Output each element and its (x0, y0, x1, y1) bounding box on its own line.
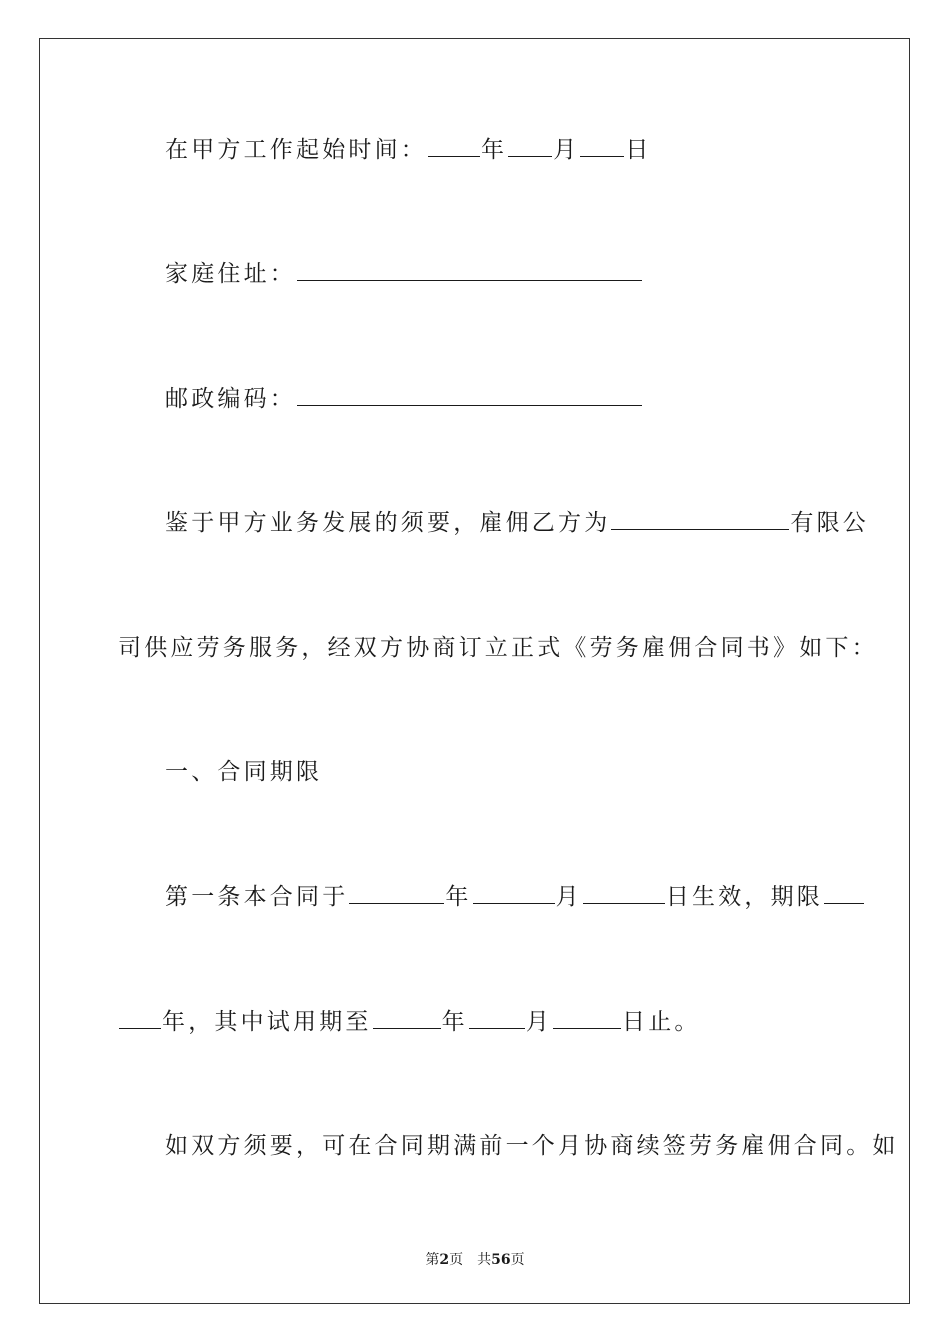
home-address-blank (297, 279, 642, 281)
effective-year-blank (349, 902, 444, 904)
para2-line1-text: 如双方须要，可在合同期满前一个月协商续签劳务雇佣合同。如 (165, 1133, 899, 1159)
term-blank-part2 (119, 1027, 161, 1029)
footer-total-pages: 56 (491, 1252, 511, 1268)
para1-line1-suffix: 有限公 (790, 510, 870, 536)
probation-day-blank (553, 1027, 621, 1029)
home-address-label: 家庭住址： (165, 261, 296, 287)
page-footer (0, 1249, 950, 1269)
postal-code-label: 邮政编码： (165, 386, 296, 412)
probation-year-blank (373, 1027, 441, 1029)
term-blank-part1 (824, 902, 864, 904)
home-address-line (165, 263, 643, 286)
clause1-prefix: 第一条本合同于 (165, 884, 349, 910)
postal-code-line (165, 388, 643, 411)
section1-heading-text: 一、合同期限 (165, 759, 323, 785)
para1-line1 (165, 512, 869, 535)
effective-month-blank (473, 902, 555, 904)
start-date-line (165, 139, 652, 162)
footer-page-mid: 页 共 (449, 1252, 492, 1268)
start-month-label: 月 (553, 137, 580, 163)
start-date-label: 在甲方工作起始时间： (165, 137, 427, 163)
start-year-label: 年 (481, 137, 508, 163)
start-day-label: 日 (625, 137, 652, 163)
probation-month-blank (469, 1027, 525, 1029)
clause1-line2-year2: 年 (441, 1009, 468, 1035)
para1-line2-text: 司供应劳务服务，经双方协商订立正式《劳务雇佣合同书》如下： (118, 635, 878, 661)
para1-line2 (118, 637, 878, 660)
clause1-line2-year: 年，其中试用期至 (162, 1009, 372, 1035)
footer-page-suffix: 页 (510, 1252, 525, 1268)
clause1-line2-month: 月 (525, 1009, 553, 1035)
para2-line1 (165, 1135, 899, 1158)
footer-page-number: 2 (439, 1252, 450, 1268)
company-name-blank (611, 528, 789, 530)
section1-heading (165, 761, 322, 784)
page-border (39, 38, 910, 1304)
clause1-line2 (118, 1011, 701, 1034)
clause1-year: 年 (445, 884, 472, 910)
start-year-blank (428, 155, 480, 157)
postal-code-blank (297, 404, 642, 406)
para1-line1-text: 鉴于甲方业务发展的须要，雇佣乙方为 (165, 510, 611, 536)
footer-page-prefix: 第 (425, 1252, 440, 1268)
clause1-line2-suffix: 日止。 (622, 1009, 701, 1035)
start-day-blank (580, 155, 624, 157)
clause1-line1 (165, 886, 865, 909)
effective-day-blank (583, 902, 665, 904)
clause1-suffix: 日生效，期限 (665, 884, 824, 910)
clause1-month: 月 (555, 884, 582, 910)
start-month-blank (508, 155, 552, 157)
